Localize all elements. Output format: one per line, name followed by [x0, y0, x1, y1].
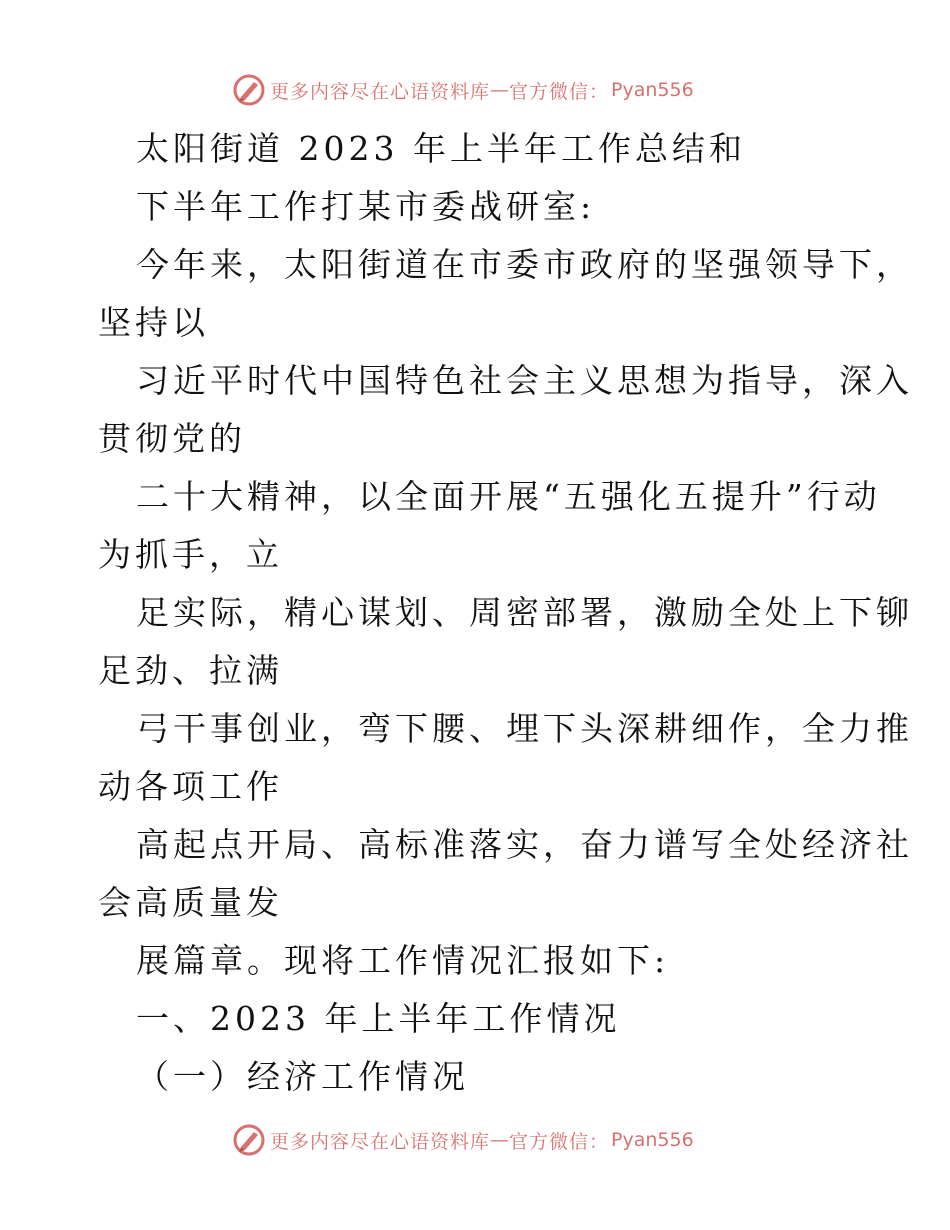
watermark-handle: Pyan556	[611, 79, 694, 101]
body-line: 弓干事创业，弯下腰、埋下头深耕细作，全力推	[136, 709, 913, 748]
document-body	[98, 120, 913, 1106]
watermark-footer	[232, 1122, 694, 1158]
body-line: 动各项工作	[98, 767, 283, 806]
body-line: 二十大精神，以全面开展“五强化五提升”行动	[136, 477, 881, 516]
pen-logo-icon	[232, 73, 266, 107]
subsection-heading: （一）经济工作情况	[136, 1057, 469, 1096]
title-line: 太阳街道 2023 年上半年工作总结和	[136, 129, 746, 168]
section-heading: 一、2023 年上半年工作情况	[136, 999, 621, 1038]
body-line: 坚持以	[98, 303, 209, 342]
body-line: 高起点开局、高标准落实，奋力谱写全处经济社	[136, 825, 913, 864]
body-line: 贯彻党的	[98, 419, 246, 458]
body-line: 习近平时代中国特色社会主义思想为指导，深入	[136, 361, 913, 400]
body-line: 足实际，精心谋划、周密部署，激励全处上下铆	[136, 593, 913, 632]
watermark-label: 官方微信：	[509, 1130, 610, 1153]
watermark-separator: —	[490, 1129, 510, 1151]
body-line: 足劲、拉满	[98, 651, 283, 690]
watermark-text: 更多内容尽在心语资料库	[270, 80, 491, 103]
watermark-label: 官方微信：	[509, 80, 610, 103]
pen-logo-icon	[232, 1123, 266, 1157]
body-line: 展篇章。现将工作情况汇报如下:	[136, 941, 670, 980]
body-line: 为抓手，立	[98, 535, 283, 574]
watermark-header	[232, 72, 694, 108]
watermark-separator: —	[490, 79, 510, 101]
body-line: 下半年工作打某市委战研室:	[136, 187, 596, 226]
body-line: 今年来，太阳街道在市委市政府的坚强领导下，	[136, 245, 913, 284]
watermark-handle: Pyan556	[611, 1129, 694, 1151]
body-line: 会高质量发	[98, 883, 283, 922]
watermark-text: 更多内容尽在心语资料库	[270, 1130, 491, 1153]
